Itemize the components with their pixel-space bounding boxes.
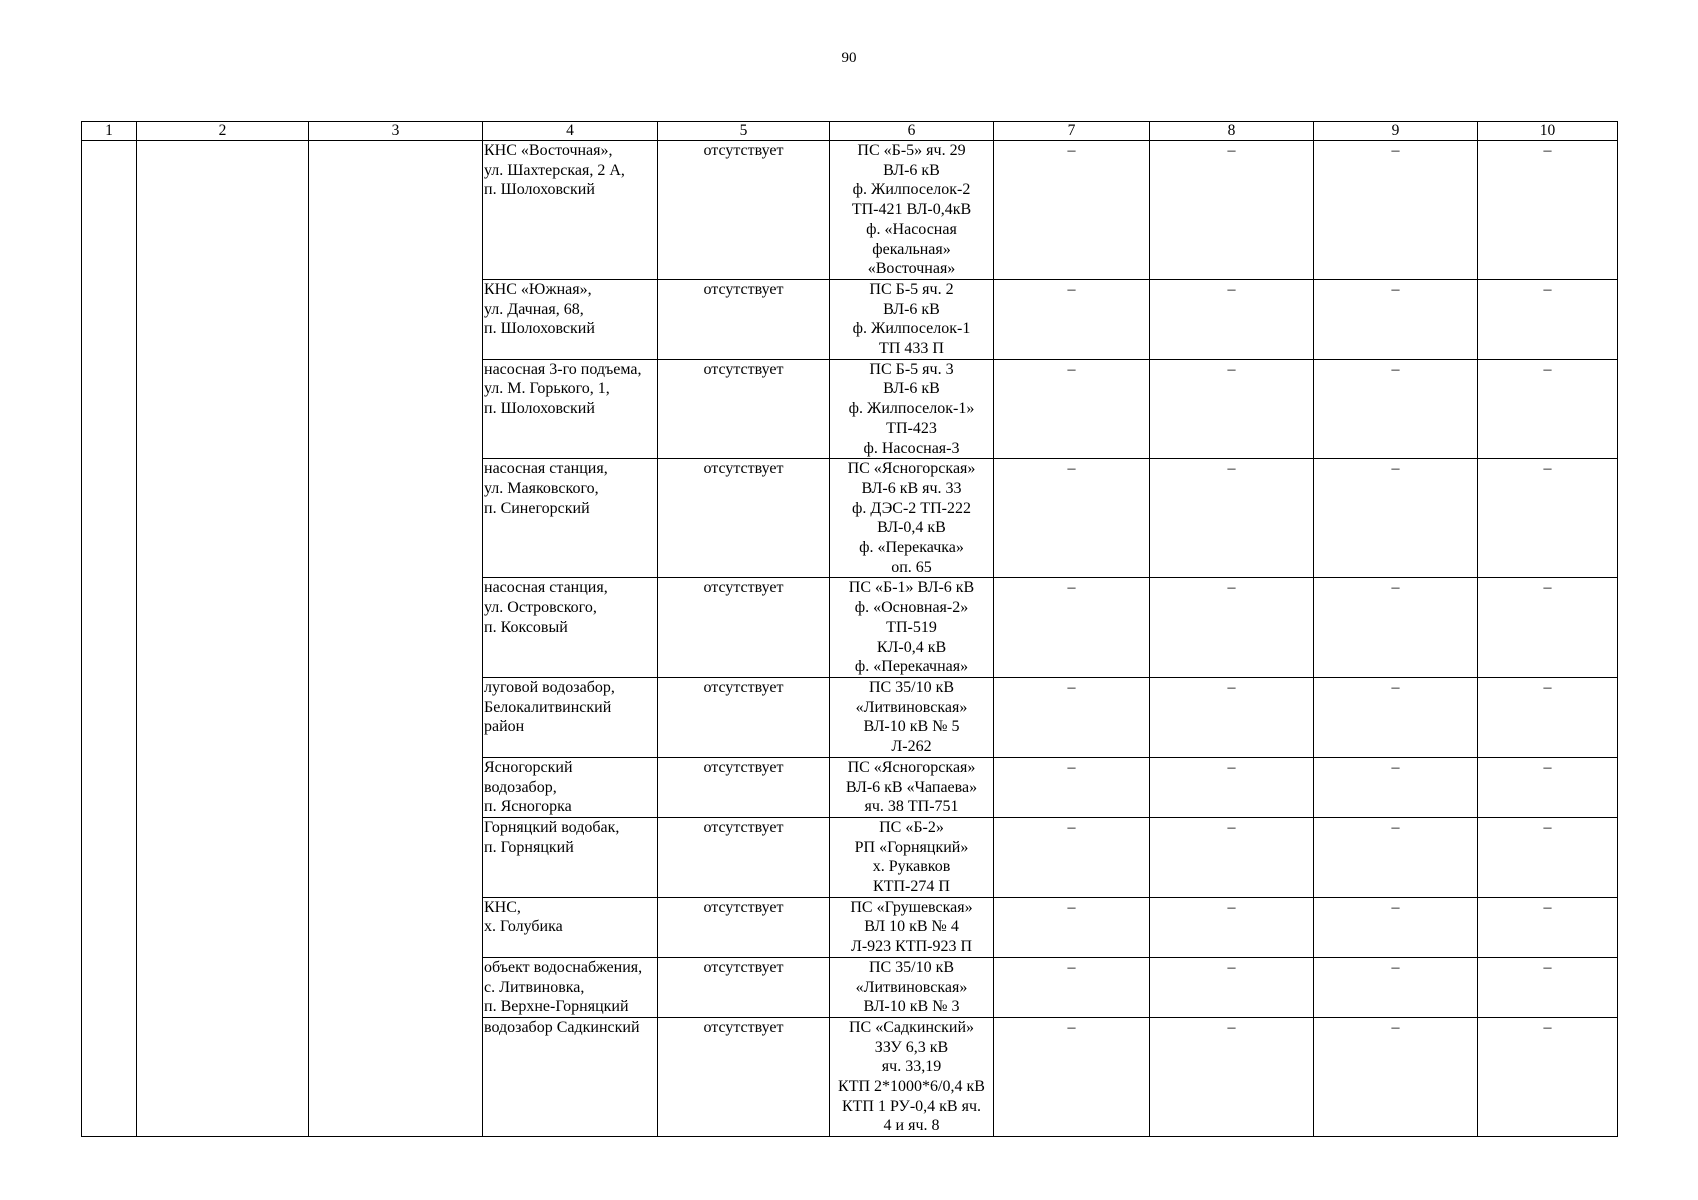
status-cell: отсутствует <box>658 578 830 678</box>
source-line: х. Рукавков <box>872 858 951 876</box>
dash-cell <box>1314 141 1478 280</box>
object-line: насосная станция, <box>484 460 608 478</box>
source-line: КТП 1 РУ-0,4 кВ яч. <box>841 1097 981 1115</box>
status-cell: отсутствует <box>658 359 830 459</box>
source-line: ВЛ-10 кВ № 3 <box>863 998 960 1016</box>
object-line: с. Литвиновка, <box>484 978 585 996</box>
source-line: ТП-421 ВЛ-0,4кВ <box>851 201 972 219</box>
object-cell <box>483 897 658 957</box>
source-line: ф. «Перекачная» <box>854 658 969 676</box>
source-cell <box>830 817 994 897</box>
dash-value: – <box>1067 1018 1076 1036</box>
object-line: объект водоснабжения, <box>484 958 643 976</box>
source-line: ф. «Перекачка» <box>859 539 964 557</box>
dash-cell <box>1478 677 1618 757</box>
source-line: «Литвиновская» <box>855 698 968 716</box>
dash-cell <box>1478 359 1618 459</box>
source-line: ЗЗУ 6,3 кВ <box>874 1038 949 1056</box>
object-line: Ясногорский <box>484 758 573 776</box>
dash-value: – <box>1391 678 1400 696</box>
source-line: ВЛ-6 кВ <box>883 161 940 179</box>
object-line: п. Шолоховский <box>484 400 595 418</box>
status-cell: отсутствует <box>658 757 830 817</box>
source-line: ВЛ 10 кВ № 4 <box>864 918 959 936</box>
source-line: ВЛ-6 кВ «Чапаева» <box>845 778 978 796</box>
object-line: ул. М. Горького, 1, <box>484 380 610 398</box>
dash-value: – <box>1067 142 1076 159</box>
dash-value: – <box>1227 958 1236 976</box>
source-line: КТП-274 П <box>873 878 950 896</box>
source-line: ПС 35/10 кВ <box>868 678 955 696</box>
dash-value: – <box>1227 280 1236 298</box>
dash-value: – <box>1227 579 1236 597</box>
status-cell: отсутствует <box>658 1017 830 1136</box>
header-row <box>82 122 1618 141</box>
source-line: ВЛ-10 кВ № 5 <box>863 718 960 736</box>
dash-cell <box>1150 957 1314 1017</box>
dash-value: – <box>1067 958 1076 976</box>
dash-cell <box>1314 757 1478 817</box>
dash-cell <box>1478 757 1618 817</box>
object-line: х. Голубика <box>484 918 563 936</box>
column-header: 7 <box>994 122 1150 141</box>
status-cell: отсутствует <box>658 141 830 280</box>
dash-value: – <box>1543 758 1552 776</box>
source-line: ПС «Ясногорская» <box>847 460 976 478</box>
dash-value: – <box>1067 758 1076 776</box>
source-cell <box>830 757 994 817</box>
dash-value: – <box>1391 460 1400 478</box>
source-line: КЛ-0,4 кВ <box>876 638 947 656</box>
object-line: Горняцкий водобак, <box>484 818 620 836</box>
dash-cell <box>1314 817 1478 897</box>
source-cell <box>830 141 994 280</box>
column-header: 8 <box>1150 122 1314 141</box>
source-line: ф. Жилпоселок-1 <box>852 320 971 338</box>
object-line: ул. Маяковского, <box>484 479 599 497</box>
status-cell: отсутствует <box>658 459 830 578</box>
dash-value: – <box>1543 460 1552 478</box>
table-body <box>82 141 1618 1137</box>
dash-cell <box>1314 677 1478 757</box>
object-cell <box>483 141 658 280</box>
column-header: 6 <box>830 122 994 141</box>
dash-value: – <box>1227 360 1236 378</box>
dash-cell <box>994 817 1150 897</box>
dash-value: – <box>1543 1018 1552 1036</box>
dash-cell <box>1478 141 1618 280</box>
source-cell <box>830 1017 994 1136</box>
source-line: РП «Горняцкий» <box>854 838 969 856</box>
object-cell <box>483 578 658 678</box>
status-cell: отсутствует <box>658 817 830 897</box>
dash-cell <box>994 757 1150 817</box>
dash-value: – <box>1391 958 1400 976</box>
source-line: ПС «Б-1» ВЛ-6 кВ <box>848 579 975 597</box>
object-line: п. Синегорский <box>484 499 590 517</box>
status-cell: отсутствует <box>658 279 830 359</box>
dash-value: – <box>1391 142 1400 159</box>
source-line: ПС «Б-2» <box>879 818 944 836</box>
dash-value: – <box>1543 579 1552 597</box>
object-cell <box>483 957 658 1017</box>
dash-cell <box>1150 897 1314 957</box>
dash-cell <box>1314 359 1478 459</box>
dash-cell <box>1478 817 1618 897</box>
object-cell <box>483 1017 658 1136</box>
dash-cell <box>1314 578 1478 678</box>
object-line: Белокалитвинский <box>484 698 612 716</box>
dash-value: – <box>1067 818 1076 836</box>
source-line: яч. 38 ТП-751 <box>864 798 959 816</box>
dash-cell <box>1478 1017 1618 1136</box>
object-line: п. Верхне-Горняцкий <box>484 998 629 1016</box>
source-line: Л-923 КТП-923 П <box>850 938 973 956</box>
dash-value: – <box>1543 280 1552 298</box>
dash-cell <box>1150 141 1314 280</box>
dash-cell <box>1478 459 1618 578</box>
source-line: ф. Жилпоселок-2 <box>852 181 971 199</box>
dash-cell <box>994 578 1150 678</box>
dash-value: – <box>1391 280 1400 298</box>
object-line: п. Шолоховский <box>484 320 595 338</box>
object-line: п. Шолоховский <box>484 181 595 199</box>
object-cell <box>483 817 658 897</box>
dash-cell <box>994 359 1150 459</box>
dash-value: – <box>1543 898 1552 916</box>
dash-value: – <box>1391 758 1400 776</box>
dash-cell <box>1150 359 1314 459</box>
col1-cell <box>82 141 137 1137</box>
object-line: насосная станция, <box>484 579 608 597</box>
column-header: 1 <box>82 122 137 141</box>
source-cell <box>830 578 994 678</box>
object-line: п. Ясногорка <box>484 798 572 816</box>
dash-cell <box>1150 279 1314 359</box>
object-cell <box>483 279 658 359</box>
source-line: ПС «Садкинский» <box>848 1018 975 1036</box>
dash-value: – <box>1227 898 1236 916</box>
object-line: КНС, <box>484 898 521 916</box>
source-line: ПС 35/10 кВ <box>868 958 955 976</box>
dash-cell <box>994 677 1150 757</box>
source-line: ВЛ-6 кВ <box>883 380 940 398</box>
object-line: п. Коксовый <box>484 618 568 636</box>
dash-cell <box>1150 1017 1314 1136</box>
dash-value: – <box>1391 360 1400 378</box>
source-line: ПС «Б-5» яч. 29 <box>857 142 966 159</box>
object-line: ул. Шахтерская, 2 А, <box>484 161 625 179</box>
source-line: «Литвиновская» <box>855 978 968 996</box>
source-cell <box>830 677 994 757</box>
dash-value: – <box>1227 758 1236 776</box>
source-line: оп. 65 <box>891 558 932 576</box>
page-number: 90 <box>841 50 857 66</box>
source-cell <box>830 459 994 578</box>
source-line: ВЛ-6 кВ яч. 33 <box>861 479 962 497</box>
dash-cell <box>994 141 1150 280</box>
dash-value: – <box>1227 1018 1236 1036</box>
dash-cell <box>1150 817 1314 897</box>
dash-value: – <box>1067 579 1076 597</box>
dash-value: – <box>1067 460 1076 478</box>
source-line: ТП-519 <box>886 618 937 636</box>
status-cell: отсутствует <box>658 677 830 757</box>
source-line: Л-262 <box>891 738 932 756</box>
dash-value: – <box>1391 898 1400 916</box>
object-cell <box>483 677 658 757</box>
object-line: луговой водозабор, <box>484 678 615 696</box>
object-cell <box>483 459 658 578</box>
dash-cell <box>1478 279 1618 359</box>
source-line: ф. ДЭС-2 ТП-222 <box>852 499 971 517</box>
source-line: ф. Насосная-3 <box>863 439 960 457</box>
data-table <box>81 121 1618 1137</box>
dash-value: – <box>1067 360 1076 378</box>
dash-value: – <box>1227 818 1236 836</box>
object-cell <box>483 757 658 817</box>
object-line: КНС «Южная», <box>484 280 592 298</box>
status-cell: отсутствует <box>658 897 830 957</box>
dash-cell <box>1314 279 1478 359</box>
status-cell: отсутствует <box>658 957 830 1017</box>
object-line: район <box>484 718 525 736</box>
source-line: ф. «Основная-2» <box>854 599 969 617</box>
dash-cell <box>994 957 1150 1017</box>
object-line: п. Горняцкий <box>484 838 574 856</box>
dash-value: – <box>1067 898 1076 916</box>
dash-value: – <box>1067 678 1076 696</box>
dash-cell <box>994 897 1150 957</box>
dash-cell <box>1314 459 1478 578</box>
source-line: «Восточная» <box>867 260 956 278</box>
column-header: 4 <box>483 122 658 141</box>
dash-cell <box>994 1017 1150 1136</box>
source-line: ТП 433 П <box>879 340 944 358</box>
source-line: 4 и яч. 8 <box>883 1117 940 1135</box>
dash-value: – <box>1391 1018 1400 1036</box>
column-header: 10 <box>1478 122 1618 141</box>
column-header: 2 <box>137 122 309 141</box>
dash-value: – <box>1543 818 1552 836</box>
dash-value: – <box>1067 280 1076 298</box>
dash-cell <box>1314 897 1478 957</box>
dash-cell <box>1478 897 1618 957</box>
source-cell <box>830 957 994 1017</box>
dash-value: – <box>1391 579 1400 597</box>
column-header: 5 <box>658 122 830 141</box>
dash-value: – <box>1391 818 1400 836</box>
dash-cell <box>994 459 1150 578</box>
dash-cell <box>1150 578 1314 678</box>
column-header: 3 <box>309 122 483 141</box>
source-line: КТП 2*1000*6/0,4 кВ <box>838 1078 985 1096</box>
table-row <box>82 141 1618 280</box>
source-line: ПС Б-5 яч. 3 <box>869 360 954 378</box>
dash-value: – <box>1543 678 1552 696</box>
dash-value: – <box>1227 142 1236 159</box>
col3-cell <box>309 141 483 1137</box>
dash-value: – <box>1543 360 1552 378</box>
dash-cell <box>994 279 1150 359</box>
source-cell <box>830 359 994 459</box>
dash-value: – <box>1543 142 1552 159</box>
col2-cell <box>137 141 309 1137</box>
dash-cell <box>1150 757 1314 817</box>
object-cell <box>483 359 658 459</box>
dash-cell <box>1150 459 1314 578</box>
column-header: 9 <box>1314 122 1478 141</box>
source-line: ф. Жилпоселок-1» <box>848 400 975 418</box>
dash-value: – <box>1227 460 1236 478</box>
object-line: ул. Дачная, 68, <box>484 300 584 318</box>
dash-cell <box>1478 957 1618 1017</box>
dash-cell <box>1150 677 1314 757</box>
dash-cell <box>1314 1017 1478 1136</box>
object-line: водозабор Садкинский <box>484 1018 640 1036</box>
source-line: фекальная» <box>872 240 951 258</box>
object-line: насосная 3-го подъема, <box>484 360 642 378</box>
source-line: ПС «Ясногорская» <box>847 758 976 776</box>
source-cell <box>830 897 994 957</box>
dash-value: – <box>1543 958 1552 976</box>
source-line: ПС «Грушевская» <box>850 898 973 916</box>
object-line: водозабор, <box>484 778 557 796</box>
dash-value: – <box>1227 678 1236 696</box>
source-line: ТП-423 <box>886 419 937 437</box>
source-line: яч. 33,19 <box>881 1058 942 1076</box>
source-line: ф. «Насосная <box>866 220 957 238</box>
object-line: ул. Островского, <box>484 599 597 617</box>
object-line: КНС «Восточная», <box>484 142 613 159</box>
source-line: ВЛ-6 кВ <box>883 300 940 318</box>
dash-cell <box>1478 578 1618 678</box>
source-line: ПС Б-5 яч. 2 <box>869 280 954 298</box>
source-line: ВЛ-0,4 кВ <box>877 519 946 537</box>
dash-cell <box>1314 957 1478 1017</box>
source-cell <box>830 279 994 359</box>
